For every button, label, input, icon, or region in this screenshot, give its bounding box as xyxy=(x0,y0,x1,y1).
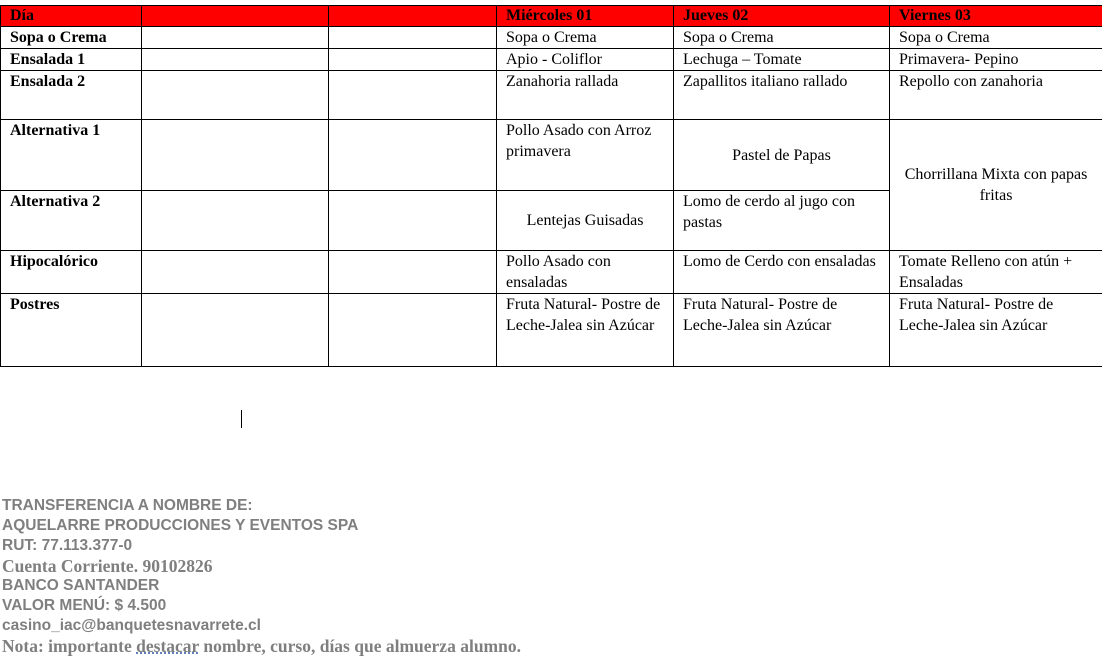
cell-day2[interactable]: Lechuga – Tomate xyxy=(674,49,890,71)
payment-info xyxy=(2,496,521,656)
blank-cell[interactable] xyxy=(142,191,329,251)
cell-day1[interactable]: Zanahoria rallada xyxy=(497,71,674,120)
cell-day2[interactable]: Fruta Natural- Postre de Leche-Jalea sin Azúcar xyxy=(674,294,890,367)
cell-day2[interactable]: Pastel de Papas xyxy=(674,120,890,191)
cell-day2[interactable]: Zapallitos italiano rallado xyxy=(674,71,890,120)
transfer-label: TRANSFERENCIA A NOMBRE DE: xyxy=(2,496,521,516)
cell-day1[interactable]: Apio - Coliflor xyxy=(497,49,674,71)
header-blank-cell[interactable] xyxy=(142,6,329,27)
company-name: AQUELARRE PRODUCCIONES Y EVENTOS SPA xyxy=(2,516,521,536)
blank-cell[interactable] xyxy=(329,191,497,251)
header-day3[interactable]: Viernes 03 xyxy=(890,6,1102,27)
blank-cell[interactable] xyxy=(142,49,329,71)
cell-day2[interactable]: Sopa o Crema xyxy=(674,27,890,49)
row-alternativa1 xyxy=(1,120,1102,191)
header-blank-cell[interactable] xyxy=(329,6,497,27)
menu-price: VALOR MENÚ: $ 4.500 xyxy=(2,596,521,616)
blank-cell[interactable] xyxy=(329,71,497,120)
rut-number: RUT: 77.113.377-0 xyxy=(2,536,521,556)
cell-day1[interactable]: Sopa o Crema xyxy=(497,27,674,49)
note-line xyxy=(2,636,521,656)
cell-day1[interactable]: Fruta Natural- Postre de Leche-Jalea sin Azúcar xyxy=(497,294,674,367)
email-address: casino_iac@banquetesnavarrete.cl xyxy=(2,616,521,636)
blank-cell[interactable] xyxy=(142,27,329,49)
cell-day3[interactable]: Sopa o Crema xyxy=(890,27,1102,49)
header-day-label[interactable]: Día xyxy=(1,6,142,27)
blank-cell[interactable] xyxy=(329,294,497,367)
cell-day3[interactable]: Tomate Relleno con atún + Ensaladas xyxy=(890,251,1102,294)
row-label[interactable]: Hipocalórico xyxy=(1,251,142,294)
blank-cell[interactable] xyxy=(329,251,497,294)
cell-day3[interactable]: Fruta Natural- Postre de Leche-Jalea sin Azúcar xyxy=(890,294,1102,367)
blank-cell[interactable] xyxy=(329,27,497,49)
cell-day1[interactable]: Pollo Asado con ensaladas xyxy=(497,251,674,294)
header-day2[interactable]: Jueves 02 xyxy=(674,6,890,27)
blank-cell[interactable] xyxy=(329,120,497,191)
cell-day3-merged[interactable]: Chorrillana Mixta con papas fritas xyxy=(890,120,1102,251)
blank-cell[interactable] xyxy=(329,49,497,71)
row-ensalada2 xyxy=(1,71,1102,120)
cell-day2[interactable]: Lomo de Cerdo con ensaladas xyxy=(674,251,890,294)
cell-day1[interactable]: Pollo Asado con Arroz primavera xyxy=(497,120,674,191)
row-label[interactable]: Ensalada 1 xyxy=(1,49,142,71)
bank-name: BANCO SANTANDER xyxy=(2,576,521,596)
note-prefix: Nota: importante xyxy=(2,636,136,656)
header-day1[interactable]: Miércoles 01 xyxy=(497,6,674,27)
spellcheck-flagged-word: destacar xyxy=(136,636,199,656)
row-postres xyxy=(1,294,1102,367)
row-label[interactable]: Postres xyxy=(1,294,142,367)
row-label[interactable]: Ensalada 2 xyxy=(1,71,142,120)
note-suffix: nombre, curso, días que almuerza alumno. xyxy=(199,636,521,656)
cell-day3[interactable]: Repollo con zanahoria xyxy=(890,71,1102,120)
cell-day2[interactable]: Lomo de cerdo al jugo con pastas xyxy=(674,191,890,251)
cell-day1[interactable]: Lentejas Guisadas xyxy=(497,191,674,251)
row-sopa xyxy=(1,27,1102,49)
header-row xyxy=(1,6,1102,27)
text-cursor xyxy=(241,410,242,428)
row-label[interactable]: Sopa o Crema xyxy=(1,27,142,49)
blank-cell[interactable] xyxy=(142,71,329,120)
blank-cell[interactable] xyxy=(142,251,329,294)
row-hipocalorico xyxy=(1,251,1102,294)
blank-cell[interactable] xyxy=(142,294,329,367)
row-ensalada1 xyxy=(1,49,1102,71)
cell-day3[interactable]: Primavera- Pepino xyxy=(890,49,1102,71)
row-label[interactable]: Alternativa 2 xyxy=(1,191,142,251)
account-number: Cuenta Corriente. 90102826 xyxy=(2,556,521,576)
row-label[interactable]: Alternativa 1 xyxy=(1,120,142,191)
blank-cell[interactable] xyxy=(142,120,329,191)
menu-table xyxy=(0,5,1102,367)
